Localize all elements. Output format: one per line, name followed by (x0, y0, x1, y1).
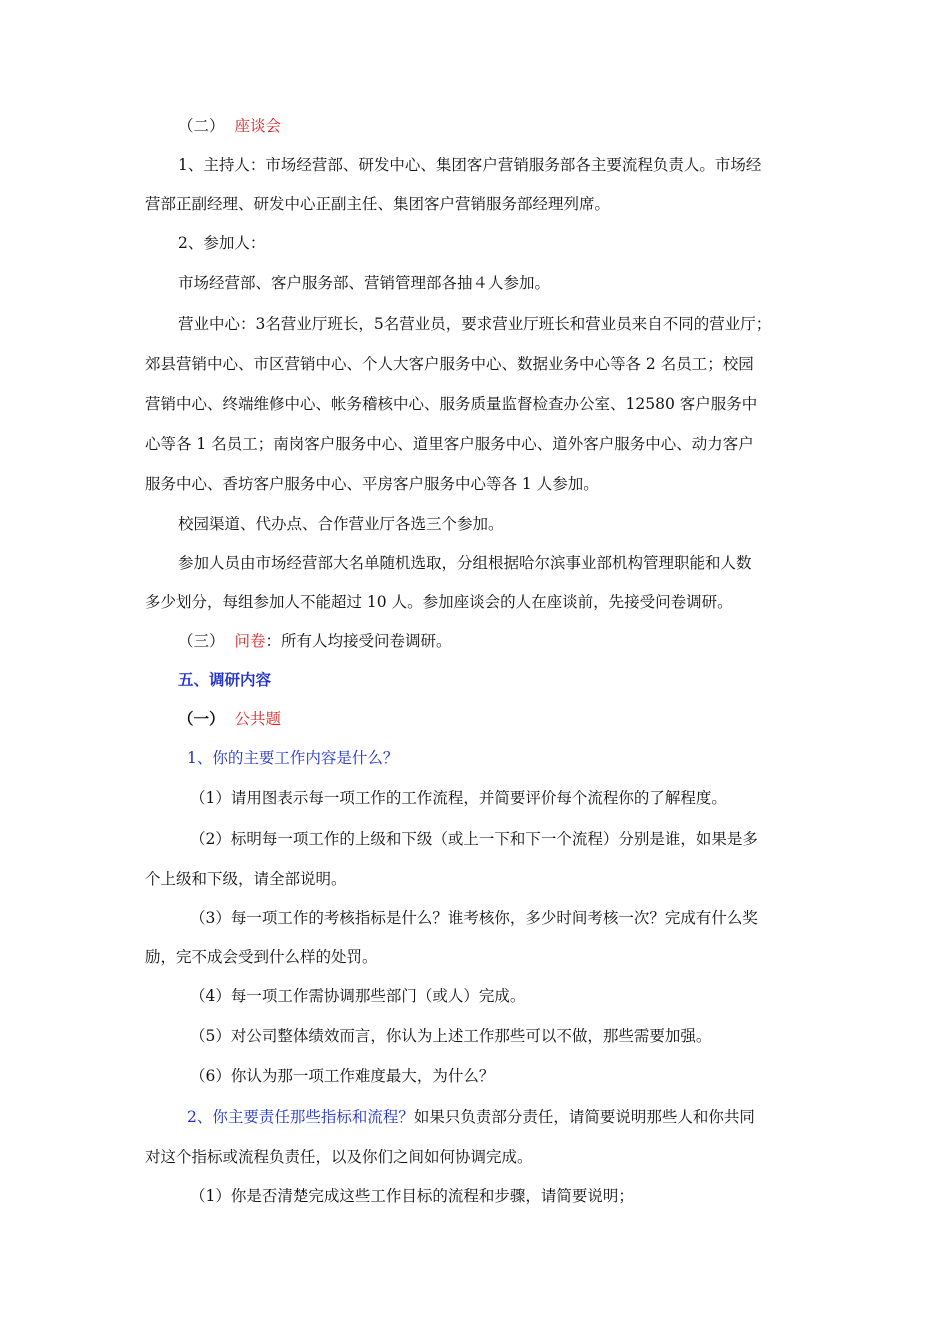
question-1-item-2-line-2: 个上级和下级，请全部说明。 (145, 870, 347, 888)
question-1-title: 1、你的主要工作内容是什么？ (187, 749, 399, 767)
heading-title: 座谈会 (234, 117, 282, 135)
section-title: 五、调研内容 (178, 670, 272, 689)
heading-common-questions (178, 708, 848, 730)
heading-discussion (178, 115, 848, 137)
question-1-item-4: （4）每一项工作需协调那些部门（或人）完成。 (190, 987, 526, 1005)
question-2-title: 2、你主要责任那些指标和流程？ (187, 1108, 414, 1126)
participants-para-4-line-1: 参加人员由市场经营部大名单随机选取，分组根据哈尔滨事业部机构管理职能和人数 (178, 554, 752, 572)
host-line-2: 营部正副经理、研发中心正副主任、集团客户营销服务部经理列席。 (145, 195, 611, 213)
heading-title: 问卷 (234, 632, 266, 650)
host-line-1: 1、主持人：市场经营部、研发中心、集团客户营销服务部各主要流程负责人。市场经 (178, 156, 762, 174)
question-1-item-1: （1）请用图表示每一项工作的工作流程，并简要评价每个流程你的了解程度。 (190, 789, 727, 807)
heading-questionnaire (178, 630, 848, 652)
heading-title: 公共题 (234, 710, 282, 728)
participants-para-3: 校园渠道、代办点、合作营业厅各选三个参加。 (178, 515, 504, 533)
question-1-item-5: （5）对公司整体绩效而言，你认为上述工作那些可以不做，那些需要加强。 (190, 1027, 712, 1045)
participants-para-2-line-3: 营销中心、终端维修中心、帐务稽核中心、服务质量监督检查办公室、12580 客户服务中 (145, 395, 758, 413)
heading-marker: （一） (178, 709, 225, 728)
participants-para-2-line-2: 郊县营销中心、市区营销中心、个人大客户服务中心、数据业务中心等各 2 名员工；校园 (145, 355, 754, 373)
participants-para-2-line-1: 营业中心：3名营业厅班长，5名营业员，要求营业厅班长和营业员来自不同的营业厅； (178, 315, 772, 333)
participants-para-4-line-2: 多少划分，每组参加人不能超过 10 人。参加座谈会的人在座谈前，先接受问卷调研。 (145, 593, 733, 611)
participants-para-2-line-4: 心等各 1 名员工；南岗客户服务中心、道里客户服务中心、道外客户服务中心、动力客户 (145, 435, 754, 453)
heading-marker: （二） (178, 117, 225, 135)
question-1-item-6: （6）你认为那一项工作难度最大，为什么？ (190, 1067, 495, 1085)
question-2-item-1: （1）你是否清楚完成这些工作目标的流程和步骤，请简要说明； (190, 1187, 634, 1205)
question-2-line-1 (187, 1106, 857, 1128)
participants-para-2-line-5: 服务中心、香坊客户服务中心、平房客户服务中心等各 1 人参加。 (145, 475, 599, 493)
question-2-line-2: 对这个指标或流程负责任，以及你们之间如何协调完成。 (145, 1148, 533, 1166)
question-1-item-3-line-1: （3）每一项工作的考核指标是什么？谁考核你，多少时间考核一次？完成有什么奖 (190, 909, 758, 927)
participants-label: 2、参加人： (178, 234, 266, 252)
question-2-text: 如果只负责部分责任，请简要说明那些人和你共同 (413, 1108, 755, 1126)
question-1-item-3-line-2: 励，完不成会受到什么样的处罚。 (145, 948, 378, 966)
participants-para-1: 市场经营部、客户服务部、营销管理部各抽４人参加。 (178, 274, 551, 292)
heading-text: ：所有人均接受问卷调研。 (265, 632, 452, 650)
question-1-item-2-line-1: （2）标明每一项工作的上级和下级（或上一下和下一个流程）分别是谁，如果是多 (190, 830, 758, 848)
heading-marker: （三） (178, 632, 225, 650)
